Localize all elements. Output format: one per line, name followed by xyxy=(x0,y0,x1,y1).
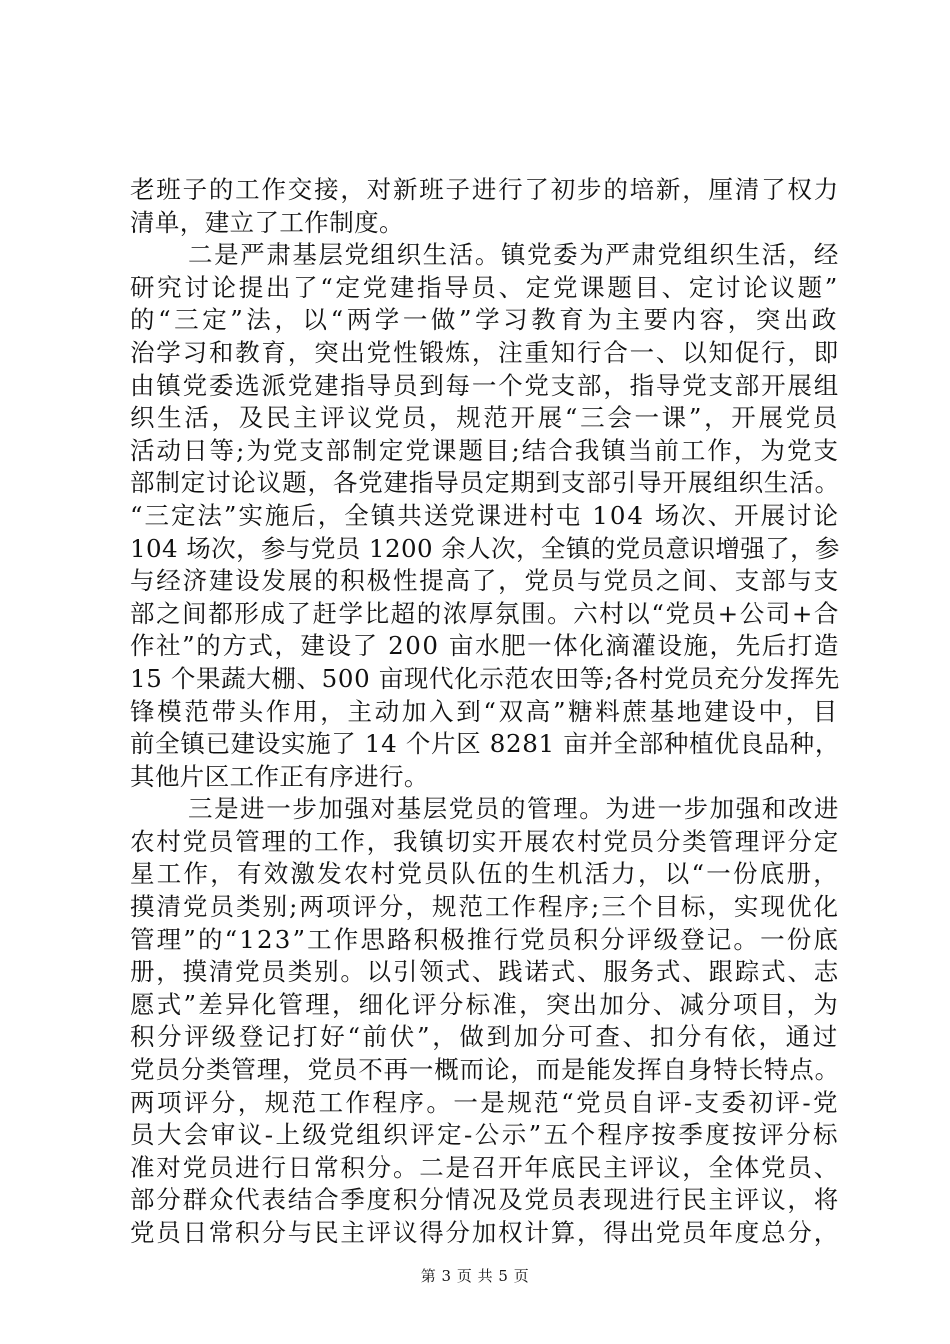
text-line: 部制定讨论议题，各党建指导员定期到支部引导开展组织生活。 xyxy=(130,468,840,498)
text-line: 二是严肃基层党组织生活。镇党委为严肃党组织生活，经 xyxy=(188,240,840,270)
text-line: 三是进一步加强对基层党员的管理。为进一步加强和改进 xyxy=(188,794,840,824)
text-line: 积分评级登记打好“前伏”，做到加分可查、扣分有依，通过 xyxy=(130,1022,840,1052)
text-line: 织生活，及民主评议党员，规范开展“三会一课”，开展党员 xyxy=(130,403,840,433)
text-line: 作社”的方式，建设了 200 亩水肥一体化滴灌设施，先后打造 xyxy=(130,631,840,661)
page-footer: 第 3 页 共 5 页 xyxy=(420,1267,530,1285)
text-line: 其他片区工作正有序进行。 xyxy=(130,761,429,791)
document-body xyxy=(130,174,840,1250)
text-line: 部分群众代表结合季度积分情况及党员表现进行民主评议，将 xyxy=(130,1185,840,1215)
text-line: 党员分类管理，党员不再一概而论，而是能发挥自身特长特点。 xyxy=(130,1055,840,1085)
text-line: 管理”的“123”工作思路积极推行党员积分评级登记。一份底 xyxy=(130,924,840,954)
text-line: 由镇党委选派党建指导员到每一个党支部，指导党支部开展组 xyxy=(130,370,840,400)
text-line: 治学习和教育，突出党性锻炼，注重知行合一、以知促行，即 xyxy=(130,337,840,367)
text-line: 两项评分，规范工作程序。一是规范“党员自评-支委初评-党 xyxy=(130,1087,840,1117)
text-line: 党员日常积分与民主评议得分加权计算，得出党员年度总分， xyxy=(130,1218,840,1247)
text-line: 准对党员进行日常积分。二是召开年底民主评议，全体党员、 xyxy=(130,1152,840,1182)
text-line: 15 个果蔬大棚、500 亩现代化示范农田等;各村党员充分发挥先 xyxy=(130,663,840,693)
text-line: 锋模范带头作用，主动加入到“双高”糖料蔗基地建设中，目 xyxy=(130,696,840,726)
text-line: 清单，建立了工作制度。 xyxy=(130,207,404,237)
text-line: 与经济建设发展的积极性提高了，党员与党员之间、支部与支 xyxy=(130,566,840,596)
text-line: 研究讨论提出了“定党建指导员、定党课题目、定讨论议题” xyxy=(130,272,840,302)
text-line: 农村党员管理的工作，我镇切实开展农村党员分类管理评分定 xyxy=(130,826,840,856)
text-line: 册，摸清党员类别。以引领式、践诺式、服务式、跟踪式、志 xyxy=(130,957,840,987)
text-line: “三定法”实施后，全镇共送党课进村屯 104 场次、开展讨论 xyxy=(130,500,840,530)
text-line: 部之间都形成了赶学比超的浓厚氛围。六村以“党员+公司+合 xyxy=(130,598,840,628)
text-line: 的“三定”法，以“两学一做”学习教育为主要内容，突出政 xyxy=(130,305,840,335)
text-line: 活动日等;为党支部制定党课题目;结合我镇当前工作，为党支 xyxy=(130,435,840,465)
text-line: 前全镇已建设实施了 14 个片区 8281 亩并全部种植优良品种， xyxy=(130,729,840,759)
text-line: 摸清党员类别;两项评分，规范工作程序;三个目标，实现优化 xyxy=(130,892,840,922)
text-line: 104 场次，参与党员 1200 余人次，全镇的党员意识增强了，参 xyxy=(130,533,840,563)
text-line: 员大会审议-上级党组织评定-公示”五个程序按季度按评分标 xyxy=(130,1120,840,1150)
text-line: 老班子的工作交接，对新班子进行了初步的培新，厘清了权力 xyxy=(130,175,840,204)
text-line: 愿式”差异化管理，细化评分标准，突出加分、减分项目，为 xyxy=(130,989,840,1019)
text-line: 星工作，有效激发农村党员队伍的生机活力，以“一份底册， xyxy=(130,859,840,889)
